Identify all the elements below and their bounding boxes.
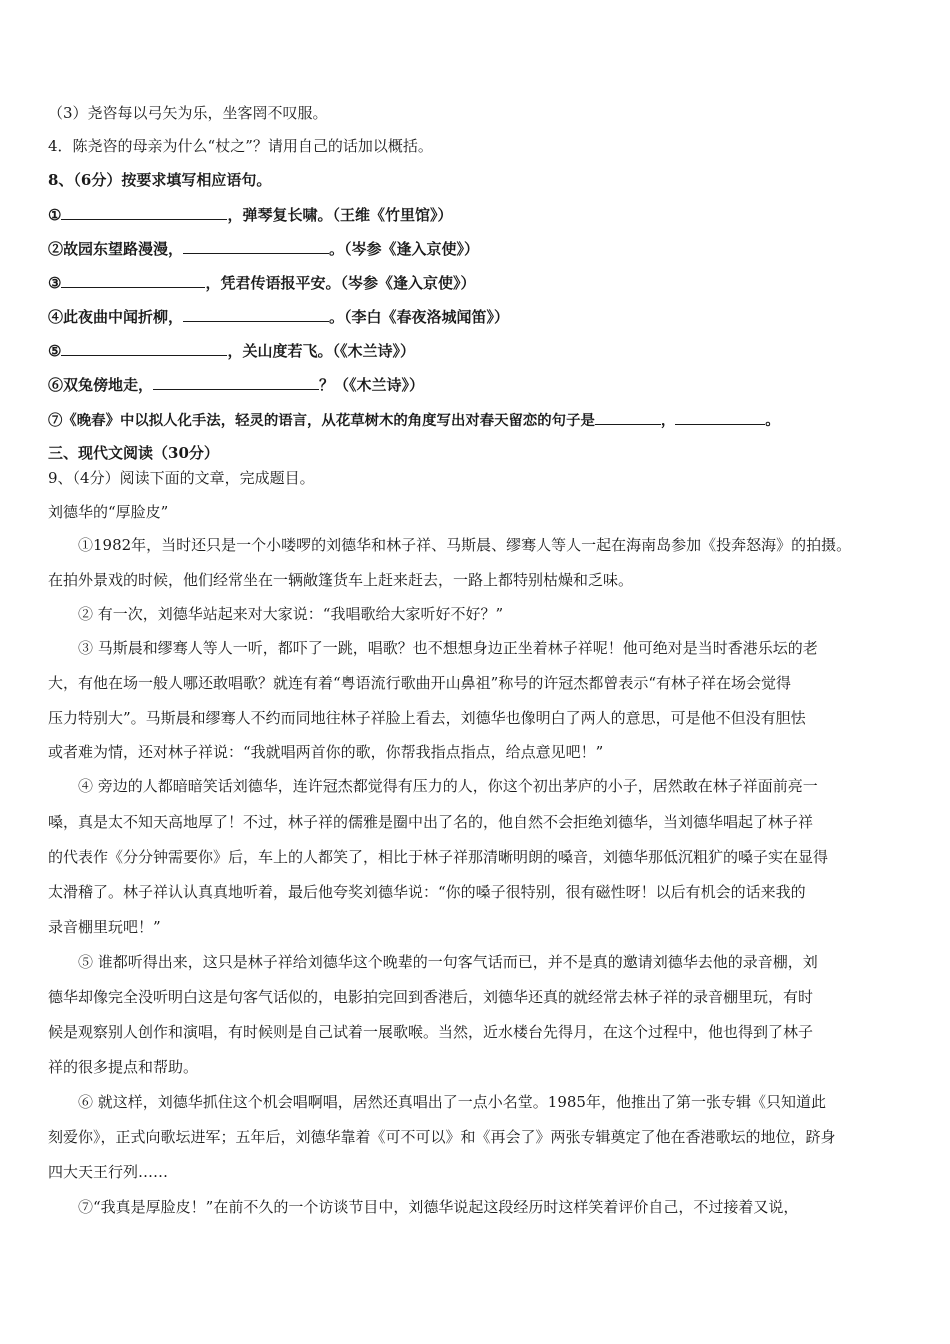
q8-item-3	[48, 272, 910, 293]
article-line: 或者难为情，还对林子祥说：“我就唱两首你的歌，你帮我指点指点，给点意见吧！”	[48, 743, 604, 761]
q8-item-6-before: 双兔傍地走，	[63, 376, 154, 394]
article-line: 录音棚里玩吧！”	[48, 918, 161, 936]
article-line: 嗓，真是太不知天高地厚了！不过，林子祥的儒雅是圈中出了名的，他自然不会拒绝刘德华，当刘德华唱起了林子祥	[48, 813, 814, 831]
article-line: ⑦“我真是厚脸皮！”在前不久的一个访谈节目中，刘德华说起这段经历时这样笑着评价自己，不过接着又说，	[78, 1198, 799, 1216]
q8-item-2-blank[interactable]	[183, 238, 329, 254]
q8-item-1	[48, 204, 910, 225]
article-line: 祥的很多提点和帮助。	[48, 1058, 199, 1076]
article-line: 大，有他在场一般人哪还敢唱歌？就连有着“粤语流行歌曲开山鼻祖”称号的许冠杰都曾表示“有林子祥在场会觉得	[48, 674, 792, 692]
article-line: ①1982年，当时还只是一个小喽啰的刘德华和林子祥、马斯晨、缪骞人等人一起在海南岛参加《投奔怒海》的拍摄。	[78, 536, 852, 554]
q8-item-3-blank[interactable]	[61, 272, 205, 288]
q8-item-7-blank-2[interactable]	[675, 409, 765, 425]
q8-item-6-blank[interactable]	[153, 374, 319, 390]
q8-item-6	[48, 374, 910, 395]
article-title: 刘德华的“厚脸皮”	[48, 503, 169, 521]
q8-item-5-prefix: ⑤	[48, 342, 62, 360]
article-line: ⑥ 就这样，刘德华抓住这个机会唱啊唱，居然还真唱出了一点小名堂。1985年，他推出了第一张专辑《只知道此	[78, 1093, 826, 1111]
article-line: 刻爱你》，正式向歌坛进军；五年后，刘德华靠着《可不可以》和《再会了》两张专辑奠定了他在香港歌坛的地位，跻身	[48, 1128, 836, 1146]
q8-item-3-after: ，凭君传语报平安。（岑参《逢入京使》）	[205, 274, 476, 292]
q8-item-4	[48, 306, 910, 327]
article-line: ⑤ 谁都听得出来，这只是林子祥给刘德华这个晚辈的一句客气话而已，并不是真的邀请刘德华去他的录音棚，刘	[78, 953, 818, 971]
article-line: 太滑稽了。林子祥认认真真地听着，最后他夸奖刘德华说：“你的嗓子很特别，很有磁性呀！以后有机会的话来我的	[48, 883, 806, 901]
q8-item-2-before: 故园东望路漫漫，	[63, 240, 184, 258]
article-line: 在拍外景戏的时候，他们经常坐在一辆敞篷货车上赶来赶去，一路上都特别枯燥和乏味。	[48, 571, 634, 589]
article-line: ④ 旁边的人都暗暗笑话刘德华，连许冠杰都觉得有压力的人，你这个初出茅庐的小子，居然敢在林子祥面前亮一	[78, 777, 818, 795]
section-3-title: 三、现代文阅读（30分）	[48, 444, 219, 462]
question-8-header: 8、（6分）按要求填写相应语句。	[48, 171, 272, 189]
q8-item-2-prefix: ②	[48, 240, 64, 258]
question-3-item-text: （3）尧咨每以弓矢为乐，坐客罔不叹服。	[48, 104, 328, 122]
question-4-text: 4．陈尧咨的母亲为什么“杖之”？请用自己的话加以概括。	[48, 137, 433, 155]
q8-item-3-prefix: ③	[48, 274, 62, 292]
q8-item-7-text: ⑦《晚春》中以拟人化手法，轻灵的语言，从花草树木的角度写出对春天留恋的句子是	[48, 412, 595, 429]
q8-item-2-after: 。（岑参《逢入京使》）	[329, 240, 480, 258]
q8-item-6-after: ？（《木兰诗》）	[319, 376, 425, 394]
q8-item-1-blank[interactable]	[61, 204, 227, 220]
q8-item-7-sep: ，	[660, 412, 676, 429]
q8-item-6-prefix: ⑥	[48, 376, 64, 394]
q8-item-7-end: 。	[765, 412, 780, 429]
q8-item-5-blank[interactable]	[61, 340, 227, 356]
q8-item-4-before: 此夜曲中闻折柳，	[63, 308, 184, 326]
q8-item-7-blank-1[interactable]	[595, 409, 661, 425]
q8-item-4-after: 。（李白《春夜洛城闻笛》）	[329, 308, 510, 326]
q8-item-4-prefix: ④	[48, 308, 64, 326]
article-line: 的代表作《分分钟需要你》后，车上的人都笑了，相比于林子祥那清晰明朗的嗓音，刘德华那低沉粗犷的嗓子实在显得	[48, 848, 829, 866]
q8-item-7	[48, 409, 910, 431]
q8-item-2	[48, 238, 910, 259]
article-line: 压力特别大”。马斯晨和缪骞人不约而同地往林子祥脸上看去，刘德华也像明白了两人的意思，可是他不但没有胆怯	[48, 709, 806, 727]
article-line: 四大天王行列……	[48, 1163, 169, 1181]
article-line: ② 有一次，刘德华站起来对大家说：“我唱歌给大家听好不好？”	[78, 605, 504, 623]
article-line: ③ 马斯晨和缪骞人等人一听，都吓了一跳，唱歌？也不想想身边正坐着林子祥呢！他可绝对是当时香港乐坛的老	[78, 639, 818, 657]
q8-item-5	[48, 340, 910, 361]
q8-item-1-prefix: ①	[48, 206, 62, 224]
q8-item-4-blank[interactable]	[183, 306, 329, 322]
q8-item-5-after: ，关山度若飞。（《木兰诗》）	[227, 342, 415, 360]
question-9-header: 9、（4分）阅读下面的文章，完成题目。	[48, 469, 315, 487]
article-line: 德华却像完全没听明白这是句客气话似的，电影拍完回到香港后，刘德华还真的就经常去林子祥的录音棚里玩，有时	[48, 988, 814, 1006]
article-line: 候是观察别人创作和演唱，有时候则是自己试着一展歌喉。当然，近水楼台先得月，在这个过程中，他也得到了林子	[48, 1023, 814, 1041]
q8-item-1-after: ，弹琴复长啸。（王维《竹里馆》）	[227, 206, 453, 224]
